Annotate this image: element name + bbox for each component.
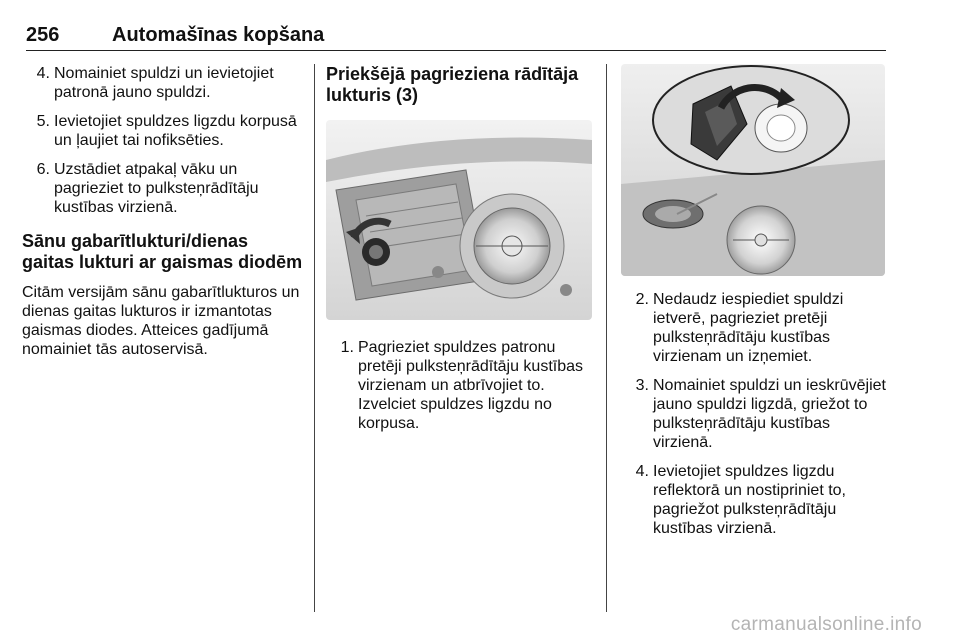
step-number: 3.: [635, 377, 649, 394]
column-3: [621, 64, 889, 548]
watermark: carmanualsonline.info: [730, 614, 922, 635]
step-item: [621, 376, 889, 452]
step-item: [326, 338, 594, 433]
headlamp-illustration-2: [621, 64, 885, 276]
step-text: Uzstādiet atpakaļ vāku un pagrieziet to pulksteņrādītāju kustības virzienā.: [54, 161, 259, 216]
step-text: Nomainiet spuldzi un ieskrūvējiet jauno spuldzi ligzdā, griežot to pulksteņrādītāju kustības virzienā.: [653, 377, 886, 451]
step-item: [22, 64, 304, 102]
section-heading-turn-signal: Priekšējā pagrieziena rādītāja lukturis (3): [326, 64, 579, 105]
headlamp-drawing-2: [621, 64, 885, 276]
page-number: 256: [26, 24, 60, 46]
column-1: [22, 64, 304, 359]
step-text: Pagrieziet spuldzes patronu pretēji pulksteņrādītāju kustības virzienam un atbrīvojiet to. Izvelciet spuldzes ligzdu no korpusa.: [358, 339, 584, 432]
step-number: 6.: [36, 161, 50, 178]
step-number: 2.: [635, 291, 649, 308]
step-list-col2: [326, 338, 594, 433]
step-item: [621, 462, 889, 538]
headlamp-drawing-1: [326, 120, 592, 320]
step-text: Nomainiet spuldzi un ievietojiet patronā jauno spuldzi.: [54, 65, 274, 101]
step-text: Nedaudz iespiediet spuldzi ietverē, pagrieziet pretēji pulksteņrādītāju kustības virzienam un izņemiet.: [653, 291, 844, 365]
step-item: [22, 112, 304, 150]
step-item: [22, 160, 304, 217]
step-text: Ievietojiet spuldzes ligzdu reflektorā un nostipriniet to, pagriežot pulksteņrādītāju kustības virzienā.: [653, 463, 846, 537]
column-divider-2: [606, 64, 607, 612]
section-paragraph: Citām versijām sānu gabarītlukturos un dienas gaitas lukturos ir izmantotas gaismas diodes. Atteices gadījumā nomainiet tās autoservisā.: [22, 284, 300, 358]
step-number: 4.: [635, 463, 649, 480]
step-number: 5.: [36, 113, 50, 130]
section-heading-side-lights: Sānu gabarītlukturi/dienas gaitas lukturi ar gaismas diodēm: [22, 231, 303, 272]
column-divider-1: [314, 64, 315, 612]
step-list-col3: [621, 290, 889, 538]
step-list-col1: [22, 64, 304, 217]
headlamp-illustration-1: [326, 120, 592, 320]
step-text: Ievietojiet spuldzes ligzdu korpusā un ļaujiet tai nofiksēties.: [54, 113, 297, 149]
step-item: [621, 290, 889, 366]
step-number: 4.: [36, 65, 50, 82]
running-title: Automašīnas kopšana: [112, 24, 325, 46]
step-number: 1.: [340, 339, 354, 356]
header-rule: [26, 50, 886, 51]
column-2: [326, 64, 594, 443]
